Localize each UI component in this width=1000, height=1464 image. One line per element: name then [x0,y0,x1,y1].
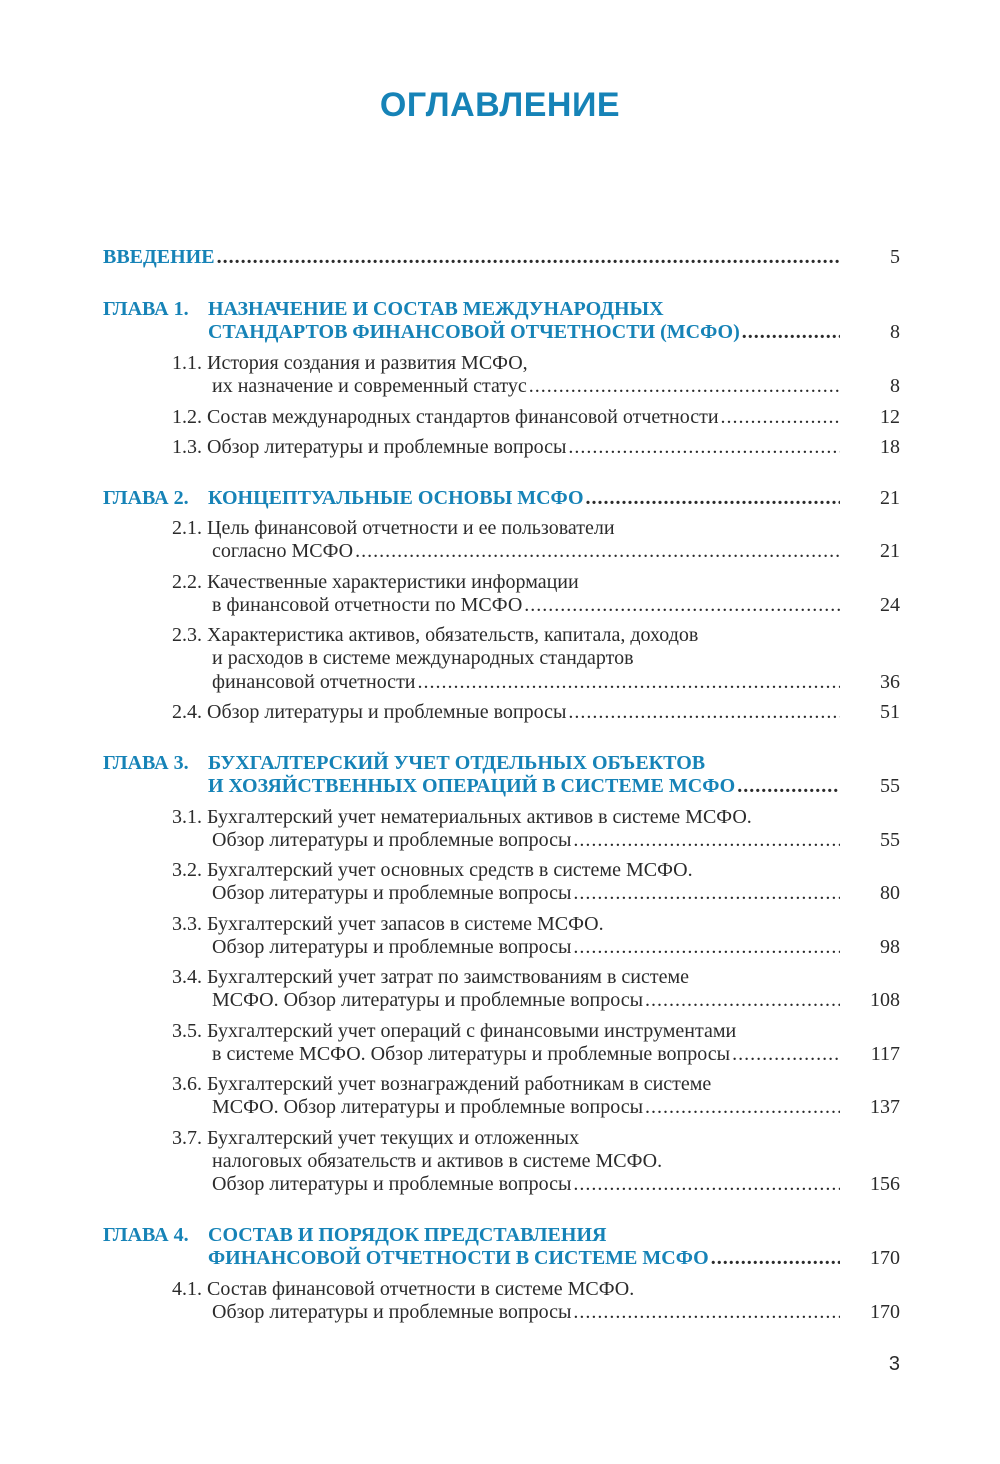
leader-dots [416,670,840,694]
section-3-3-line2[interactable] [212,935,840,959]
page-number: 55 [880,775,900,797]
section-1-3[interactable] [172,435,840,459]
page-number: 108 [870,989,900,1011]
leader-dots [730,1042,840,1066]
section-3-4-line2[interactable] [212,988,840,1012]
page-number: 170 [870,1247,900,1269]
leader-dots [571,1300,840,1324]
leader-dots [353,539,840,563]
page-number: 55 [880,829,900,851]
page-number: 12 [880,406,900,428]
toc-entry-label: 1.2. Состав международных стандартов финансовой отчетности [172,406,719,428]
section-3-6-line1[interactable]: 3.6. Бухгалтерский учет вознаграждений работникам в системе [172,1073,712,1095]
page-number: 36 [880,671,900,693]
leader-dots [566,700,840,724]
toc-entry-label: 2.4. Обзор литературы и проблемные вопросы [172,701,567,723]
section-2-1-line1[interactable]: 2.1. Цель финансовой отчетности и ее пользователи [172,517,615,539]
page-number: 117 [870,1043,900,1065]
section-4-1-line2[interactable] [212,1300,840,1324]
chapter-1-title-line1[interactable]: НАЗНАЧЕНИЕ И СОСТАВ МЕЖДУНАРОДНЫХ [208,298,664,320]
toc-entry-label: финансовой отчетности [212,671,416,693]
leader-dots [643,1095,840,1119]
section-3-7-line1[interactable]: 3.7. Бухгалтерский учет текущих и отложенных [172,1127,580,1149]
page-number: 21 [880,487,900,509]
toc-entry-label: в системе МСФО. Обзор литературы и проблемные вопросы [212,1043,731,1065]
section-3-4-line1[interactable]: 3.4. Бухгалтерский учет затрат по заимствованиям в системе [172,966,689,988]
chapter-1-title-line2[interactable] [208,320,840,344]
section-1-1-line1[interactable]: 1.1. История создания и развития МСФО, [172,352,528,374]
leader-dots [643,988,840,1012]
section-3-1-line2[interactable] [212,828,840,852]
section-1-2[interactable] [172,405,840,429]
leader-dots [571,1172,840,1196]
section-3-5-line2[interactable] [212,1042,840,1066]
page-number: 80 [880,882,900,904]
section-2-3-line2[interactable]: и расходов в системе международных стандартов [212,647,634,669]
page-number: 137 [870,1096,900,1118]
chapter-3-label: ГЛАВА 3. [103,752,189,774]
chapter-3-title-line2[interactable] [208,774,840,798]
toc-entry-label: согласно МСФО [212,540,354,562]
page-number: 98 [880,936,900,958]
chapter-2-label: ГЛАВА 2. [103,487,189,509]
toc-entry-label: ВВЕДЕНИЕ [103,246,215,268]
leader-dots [735,774,840,798]
toc-entry-label: 1.3. Обзор литературы и проблемные вопросы [172,436,567,458]
toc-entry-label: Обзор литературы и проблемные вопросы [212,829,572,851]
section-2-2-line1[interactable]: 2.2. Качественные характеристики информации [172,571,579,593]
page-number: 18 [880,436,900,458]
leader-dots [571,935,840,959]
toc-entry-label: МСФО. Обзор литературы и проблемные вопросы [212,1096,644,1118]
toc-entry-label: Обзор литературы и проблемные вопросы [212,882,572,904]
chapter-2-title-line1[interactable] [208,486,840,510]
leader-dots [571,881,840,905]
toc-entry-label: И ХОЗЯЙСТВЕННЫХ ОПЕРАЦИЙ В СИСТЕМЕ МСФО [208,775,736,797]
leader-dots [566,435,840,459]
chapter-4-label: ГЛАВА 4. [103,1224,189,1246]
section-2-4[interactable] [172,700,840,724]
section-2-3-line1[interactable]: 2.3. Характеристика активов, обязательств, капитала, доходов [172,624,699,646]
chapter-4-title-line1[interactable]: СОСТАВ И ПОРЯДОК ПРЕДСТАВЛЕНИЯ [208,1224,607,1246]
page-number: 21 [880,540,900,562]
leader-dots [527,374,840,398]
page-number: 8 [890,321,900,343]
section-2-2-line2[interactable] [212,593,840,617]
leader-dots [522,593,840,617]
folio-page-number: 3 [888,1353,900,1375]
section-2-3-line3[interactable] [212,670,840,694]
section-4-1-line1[interactable]: 4.1. Состав финансовой отчетности в системе МСФО. [172,1278,635,1300]
page-number: 5 [890,246,900,268]
section-3-7-line3[interactable] [212,1172,840,1196]
leader-dots [740,320,840,344]
toc-entry-label: в финансовой отчетности по МСФО [212,594,523,616]
chapter-1-label: ГЛАВА 1. [103,298,189,320]
section-3-3-line1[interactable]: 3.3. Бухгалтерский учет запасов в системе МСФО. [172,913,604,935]
leader-dots [709,1246,840,1270]
page-number: 8 [890,375,900,397]
toc-entry-label: их назначение и современный статус [212,375,527,397]
toc-entry-label: Обзор литературы и проблемные вопросы [212,1173,572,1195]
section-3-6-line2[interactable] [212,1095,840,1119]
toc-entry-label: Обзор литературы и проблемные вопросы [212,936,572,958]
toc-entry-label: Обзор литературы и проблемные вопросы [212,1301,572,1323]
section-3-2-line2[interactable] [212,881,840,905]
section-3-1-line1[interactable]: 3.1. Бухгалтерский учет нематериальных активов в системе МСФО. [172,806,752,828]
toc-entry-label: МСФО. Обзор литературы и проблемные вопросы [212,989,644,1011]
chapter-4-title-line2[interactable] [208,1246,840,1270]
leader-dots [215,245,840,269]
leader-dots [571,828,840,852]
section-2-1-line2[interactable] [212,539,840,563]
leader-dots [584,486,840,510]
toc-entry-label: ФИНАНСОВОЙ ОТЧЕТНОСТИ В СИСТЕМЕ МСФО [208,1247,709,1269]
leader-dots [719,405,840,429]
chapter-3-title-line1[interactable]: БУХГАЛТЕРСКИЙ УЧЕТ ОТДЕЛЬНЫХ ОБЪЕКТОВ [208,752,706,774]
toc-entry-label: КОНЦЕПТУАЛЬНЫЕ ОСНОВЫ МСФО [208,487,584,509]
toc-entry-label: СТАНДАРТОВ ФИНАНСОВОЙ ОТЧЕТНОСТИ (МСФО) [208,321,740,343]
page-number: 51 [880,701,900,723]
section-3-7-line2[interactable]: налоговых обязательств и активов в системе МСФО. [212,1150,663,1172]
page-number: 170 [870,1301,900,1323]
page-number: 156 [870,1173,900,1195]
page-title: ОГЛАВЛЕНИЕ [379,86,621,124]
toc-entry-introduction[interactable] [103,245,840,269]
page-number: 24 [880,594,900,616]
section-3-5-line1[interactable]: 3.5. Бухгалтерский учет операций с финансовыми инструментами [172,1020,737,1042]
section-3-2-line1[interactable]: 3.2. Бухгалтерский учет основных средств в системе МСФО. [172,859,693,881]
section-1-1-line2[interactable] [212,374,840,398]
